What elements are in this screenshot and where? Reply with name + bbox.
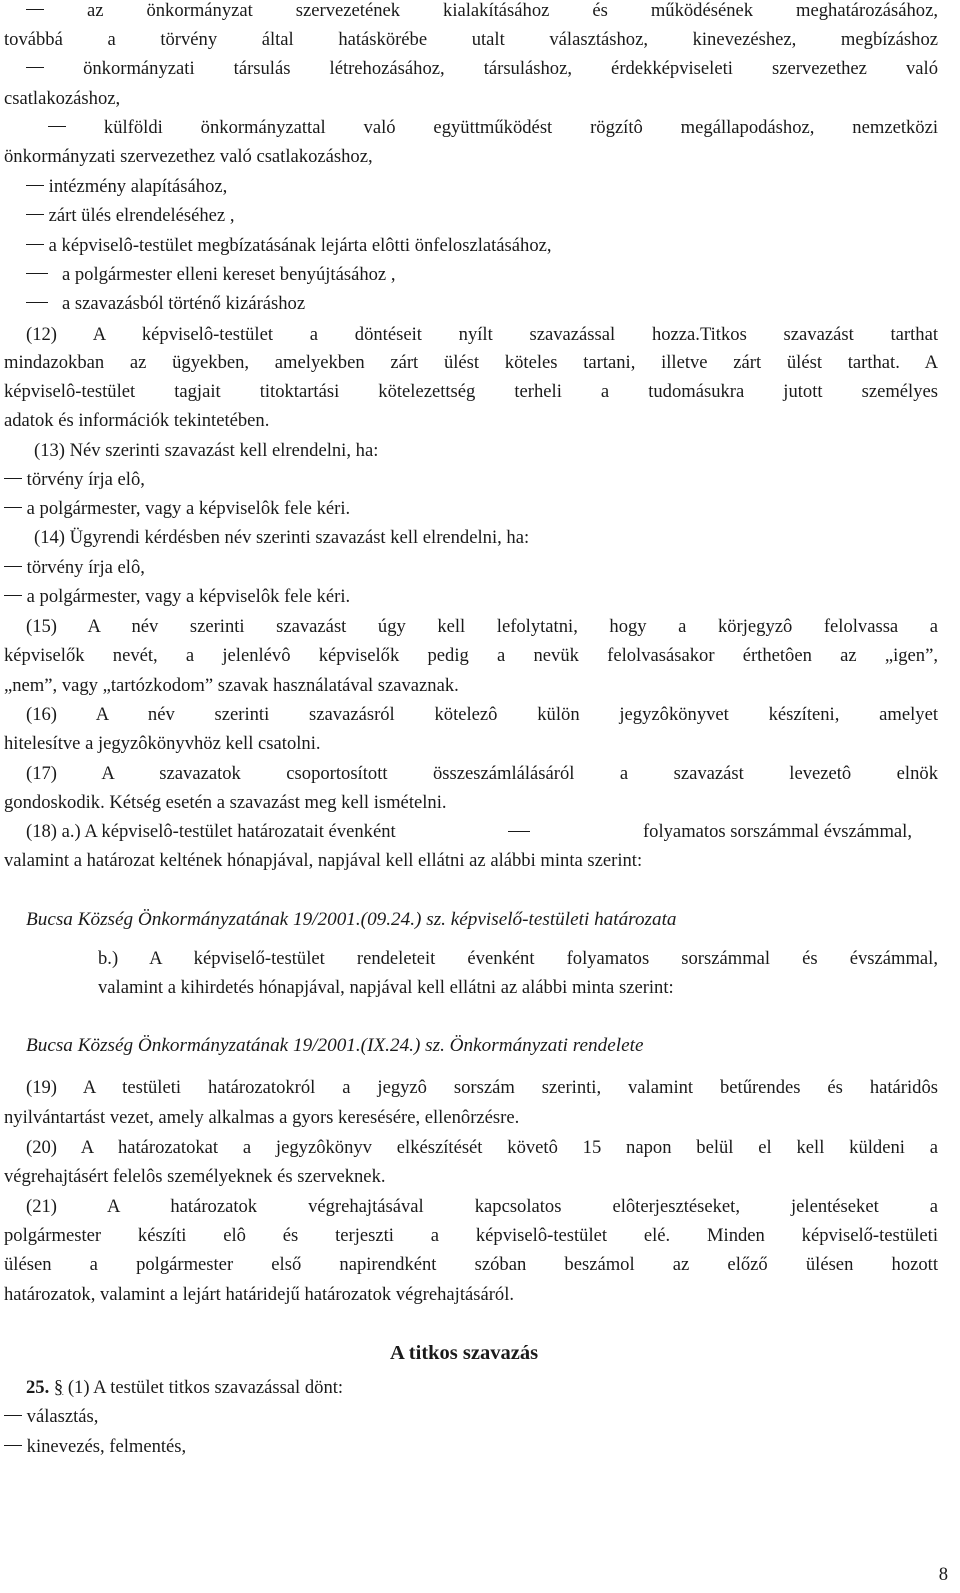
text-line: csatlakozáshoz, (4, 88, 121, 109)
text-line: önkormányzati szervezethez való csatlakozáshoz, (4, 146, 373, 167)
paragraph-line: gondoskodik. Kétség esetén a szavazást meg kell ismételni. (4, 792, 447, 813)
list-item: a polgármester, vagy a képviselôk fele kéri. (0, 494, 960, 523)
dash-bullet (26, 302, 48, 303)
paragraph-line: (19) A testületi határozatokról a jegyzô sorszám szerinti, valamint betűrendes és határidôs (26, 1077, 938, 1098)
dash-bullet (4, 595, 22, 596)
paragraph-line: „nem”, vagy „tartózkodom” szavak használatával szavaznak. (4, 675, 459, 696)
dash-bullet (4, 1445, 22, 1446)
dash-bullet (4, 478, 22, 479)
paragraph-line: mindazokban az ügyekben, amelyekben zárt ülést köteles tartani, illetve zárt ülést tarthat. A (4, 352, 938, 373)
paragraph-line: nyilvántartást vezet, amely alkalmas a gyors keresésére, ellenôrzésre. (4, 1107, 520, 1128)
paragraph-line: (13) Név szerinti szavazást kell elrendelni, ha: (34, 440, 379, 461)
paragraph-line: képviselők nevét, a jelenlévô képviselők pedig a nevük felolvasásakor érthetôen az „igen”, (4, 645, 938, 666)
paragraph-line: végrehajtásért felelôs személyeknek és szerveknek. (4, 1166, 386, 1187)
paragraph-line: polgármester készíti elô és terjeszti a képviselô-testület elé. Minden képviselő-testületi (4, 1225, 938, 1246)
list-item: választás, (0, 1402, 960, 1431)
paragraph-line: b.) A képviselő-testület rendeleteit évenként folyamatos sorszámmal és évszámmal, (98, 948, 938, 969)
section-line: 25. § (1) A testület titkos szavazással dönt: (26, 1377, 344, 1398)
list-item: külföldi önkormányzattal való együttműködést rögzítô megállapodáshoz, nemzetközi (0, 113, 938, 142)
list-item: törvény írja elô, (0, 553, 960, 582)
example-ordinance-title: Bucsa Község Önkormányzatának 19/2001.(IX.24.) sz. Önkormányzati rendelete (26, 1035, 644, 1056)
paragraph-line: képviselô-testület tagjait titoktartási kötelezettség terheli a tudomásukra jutott személyes (4, 381, 938, 402)
paragraph-line: (18) a.) A képviselô-testület határozatait évenként folyamatos sorszámmal évszámmal, (0, 817, 934, 846)
section-number: 25. (26, 1377, 50, 1398)
list-item: intézmény alapításához, (0, 172, 960, 201)
dash-bullet (48, 126, 66, 127)
dash-bullet (26, 9, 44, 10)
list-item: kinevezés, felmentés, (0, 1432, 960, 1461)
dash-bullet (26, 244, 44, 245)
list-item: a polgármester elleni kereset benyújtásához , (0, 260, 960, 289)
list-item: zárt ülés elrendeléséhez , (0, 201, 960, 230)
dash-bullet (26, 214, 44, 215)
example-resolution-title: Bucsa Község Önkormányzatának 19/2001.(09.24.) sz. képviselő-testületi határozata (26, 909, 677, 930)
paragraph-line: (20) A határozatokat a jegyzôkönyv elkészítését követô 15 napon belül el kell küldeni a (26, 1137, 938, 1158)
section-heading: A titkos szavazás (390, 1342, 539, 1364)
section-symbol: § (53, 1377, 64, 1398)
list-item: a szavazásból történő kizáráshoz (0, 289, 960, 318)
list-item: törvény írja elô, (0, 465, 960, 494)
paragraph-line: (12) A képviselô-testület a döntéseit nyílt szavazással hozza.Titkos szavazást tarthat (26, 324, 938, 345)
dash-bullet (4, 1415, 22, 1416)
text-line: továbbá a törvény által hatáskörébe utalt választáshoz, kinevezéshez, megbízáshoz (4, 29, 938, 50)
list-item: az önkormányzat szervezetének kialakításához és működésének meghatározásához, (0, 0, 938, 25)
dash-bullet (26, 185, 44, 186)
page-number: 8 (938, 1564, 948, 1585)
list-item: a polgármester, vagy a képviselôk fele kéri. (0, 582, 960, 611)
paragraph-line: valamint a határozat keltének hónapjával, napjával kell ellátni az alábbi minta szerint: (4, 850, 643, 871)
list-item: a képviselô-testület megbízatásának lejárta elôtti önfeloszlatásához, (0, 231, 960, 260)
paragraph-line: hitelesítve a jegyzôkönyvhöz kell csatolni. (4, 733, 321, 754)
paragraph-line: (17) A szavazatok csoportosított összeszámlálásáról a szavazást levezetô elnök (26, 763, 938, 784)
paragraph-line: (15) A név szerinti szavazást úgy kell lefolytatni, hogy a körjegyzô felolvassa a (26, 616, 938, 637)
paragraph-line: (16) A név szerinti szavazásról kötelezô külön jegyzôkönyvet készíteni, amelyet (26, 704, 938, 725)
paragraph-line: ülésen a polgármester első napirendként szóban beszámol az előző ülésen hozott (4, 1254, 938, 1275)
paragraph-line: valamint a kihirdetés hónapjával, napjával kell ellátni az alábbi minta szerint: (98, 977, 674, 998)
dash-bullet (4, 566, 22, 567)
dash-bullet (26, 273, 48, 274)
paragraph-line: határozatok, valamint a lejárt határidejű határozatok végrehajtásáról. (4, 1284, 515, 1305)
list-item: önkormányzati társulás létrehozásához, társuláshoz, érdekképviseleti szervezethez való (0, 54, 938, 83)
paragraph-line: (14) Ügyrendi kérdésben név szerinti szavazást kell elrendelni, ha: (34, 527, 530, 548)
paragraph-line: (21) A határozatok végrehajtásával kapcsolatos elôterjesztéseket, jelentéseket a (26, 1196, 938, 1217)
paragraph-line: adatok és információk tekintetében. (4, 410, 270, 431)
dash-bullet (26, 67, 44, 68)
dash-bullet (4, 507, 22, 508)
